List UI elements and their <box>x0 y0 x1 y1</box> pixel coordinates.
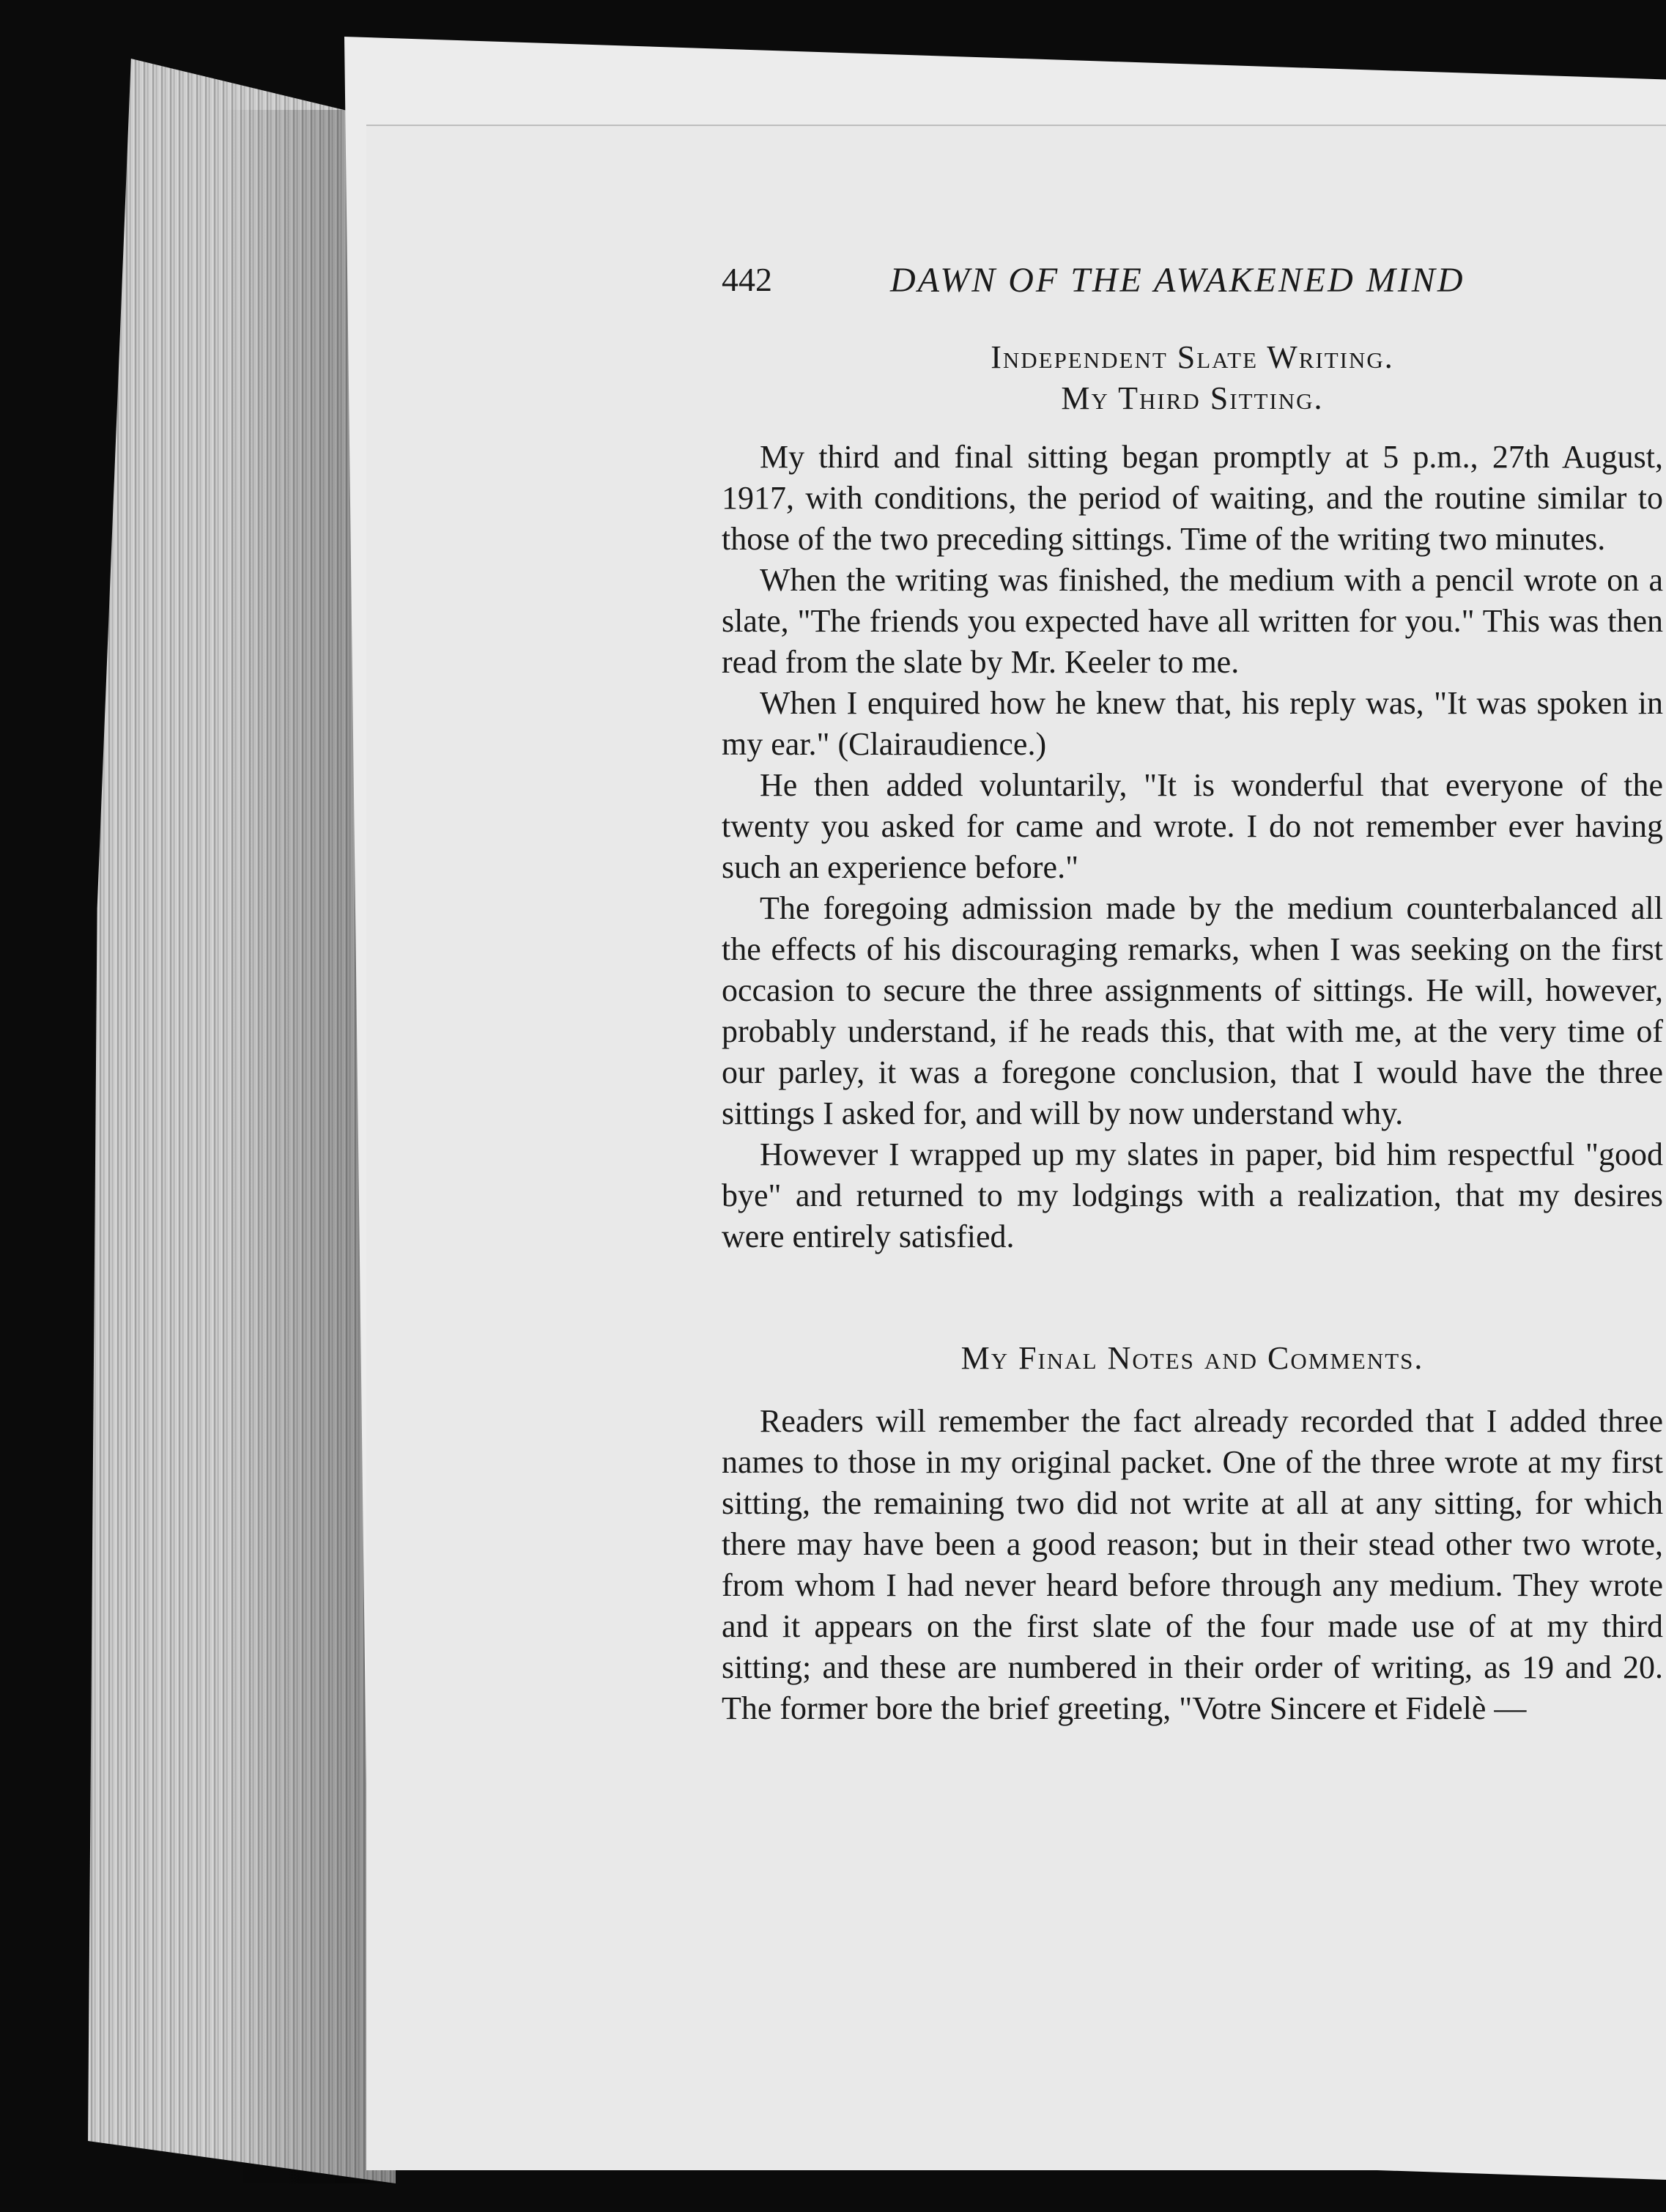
paragraph: Readers will remember the fact already recorded that I added three names to those in my original packet. One of the three wrote at my first sitting, the remaining two did not write at all at any sitting, for which there may have been a good reason; but in their stead other two wrote, from whom I had never heard before through any medium. They wrote and it appears on the first slate of the four made use of at my third sitting; and these are numbered in their order of writing, as 19 and 20. The former bore the brief greeting, "Votre Sincere et Fidelè — <box>722 1403 1663 1726</box>
page-body <box>722 337 1663 1729</box>
running-title: DAWN OF THE AWAKENED MIND <box>890 261 1465 300</box>
page-number: 442 <box>722 261 772 298</box>
paragraph: My third and final sitting began promptly at 5 p.m., 27th August, 1917, with conditions, the period of waiting, and the routine similar to those of the two preceding sittings. Time of the writing two minutes. <box>722 439 1663 557</box>
spacer <box>722 419 1663 437</box>
paragraph: He then added voluntarily, "It is wonderful that everyone of the twenty you asked for came and wrote. I do not remember ever having such an experience before." <box>722 767 1663 885</box>
paragraph: When the writing was finished, the medium with a pencil wrote on a slate, "The friends you expected have all written for you." This was then read from the slate by Mr. Keeler to me. <box>722 562 1663 680</box>
paragraph: However I wrapped up my slates in paper, bid him respectful "good bye" and returned to my lodgings with a realization, that my desires were entirely satisfied. <box>722 1136 1663 1254</box>
paragraph: The foregoing admission made by the medium counterbalanced all the effects of his discouraging remarks, when I was seeking on the first occasion to secure the three assignments of sittings. He will, however, probably understand, if he reads this, that with me, at the very time of our parley, it was a foregone conclusion, that I would have the three sittings I asked for, and will by now understand why. <box>722 890 1663 1131</box>
section-heading-slate-writing: Independent Slate Writing. <box>991 339 1394 375</box>
page-header <box>722 260 1659 311</box>
section-subheading-third-sitting: My Third Sitting. <box>1061 380 1324 416</box>
spacer <box>722 1257 1663 1338</box>
section-heading-final-notes: My Final Notes and Comments. <box>960 1340 1424 1376</box>
paragraph: When I enquired how he knew that, his reply was, "It was spoken in my ear." (Clairaudience.) <box>722 685 1663 762</box>
